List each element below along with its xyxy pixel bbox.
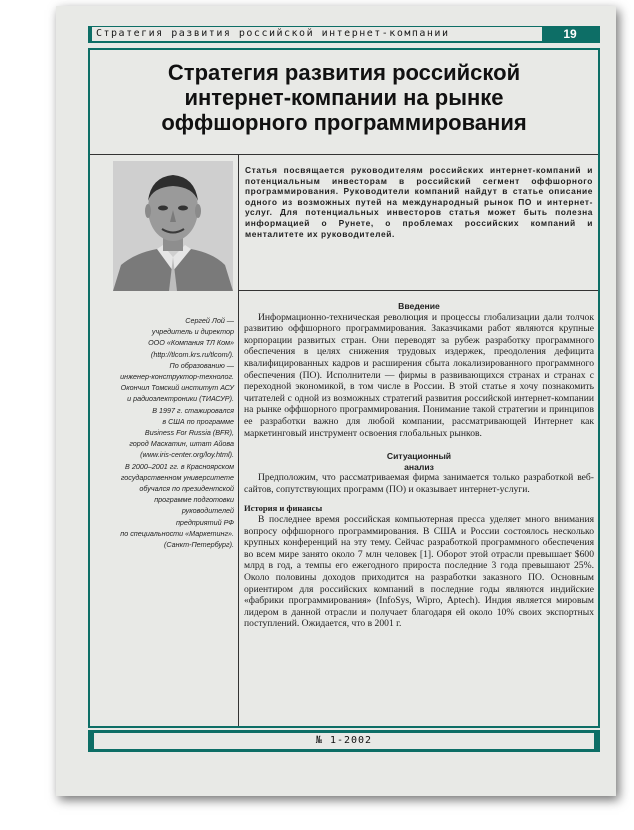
- heading-line: Ситуационный: [386, 451, 452, 462]
- running-title: Стратегия развития российской интернет-компании: [92, 27, 542, 41]
- title-line: интернет-компании на рынке: [184, 85, 504, 110]
- author-photo: [113, 161, 233, 291]
- divider: [90, 154, 598, 155]
- article-abstract: Статья посвящается руководителям российских интернет-компаний и потенциальным инвесторам в российский сегмент оффшорного программирования. Руководители компаний найдут в статье описание одного из возможных путей на международный рынок ПО и интернет-услуг. Для потенциальных инвесторов статья может быть полезна информацией о Рунете, о проблемах российских компаний и менталитете их руководителей.: [245, 165, 593, 239]
- issue-number: № 1-2002: [94, 733, 594, 749]
- bio-line: по специальности «Маркетинг».: [120, 528, 234, 538]
- subsection-heading-history: История и финансы: [244, 502, 323, 513]
- paragraph-situation: Предположим, что рассматриваемая фирма занимается только разработкой веб-сайтов, сопутствующих программ (ПО) и оказывает интернет-услуги.: [244, 472, 594, 495]
- portrait-image: [113, 161, 233, 291]
- bio-line: и радиоэлектроники (ТИАСУР).: [127, 394, 234, 404]
- bio-line: (Санкт-Петербург).: [164, 540, 234, 550]
- bio-line: учредитель и директор: [151, 327, 234, 337]
- title-line: Стратегия развития российской: [167, 60, 521, 85]
- article-title: [90, 60, 598, 135]
- bio-line: Окончил Томский институт АСУ: [120, 383, 234, 393]
- bio-line: Business For Russia (BFR),: [144, 428, 234, 438]
- bio-line: В 2000–2001 гг. в Красноярском: [125, 461, 234, 471]
- bio-line: обучался по президентской: [139, 484, 234, 494]
- bio-line: руководителей: [181, 506, 234, 516]
- paragraph-history: В последнее время российская компьютерная пресса уделяет много внимания вопросу оффшорного программирования. В США и России состоялось несколько крупных конференций на эту тему. Сейчас разработкой программного обеспечения во всем мире занято около 7 млн человек [1]. Оборот этой отрасли превышает $600 млрд в год, а темпы его ежегодного прироста последние 3 года превышают 25%. Около половины доходов приходится на разработки заказного ПО. Основным ориентиром для российских компаний в последние годы являются индийские «фабрики программирования» (InfoSys, Wipro, Aptech). Индия является мировым лидером в данной отрасли и получает благодаря ей около 10% своих экспортных поступлений. Ожидается, что в 2001 г.: [244, 514, 594, 630]
- column-divider: [238, 154, 239, 726]
- bio-line: программе подготовки: [154, 495, 234, 505]
- bio-line: (http://tlcom.krs.ru/tlcom/).: [150, 349, 234, 359]
- author-bio: [96, 315, 234, 550]
- bio-line: ООО «Компания ТЛ Ком»: [148, 338, 234, 348]
- bio-line: город Маскатин, штат Айова: [129, 439, 234, 449]
- divider: [238, 290, 598, 291]
- bio-line: государственном университете: [120, 472, 234, 482]
- bio-line: предприятий РФ: [175, 517, 234, 527]
- bio-line: инженер-конструктор-технолог.: [120, 372, 234, 382]
- paragraph-introduction: Информационно-техническая революция и процессы глобализации дали толчок развитию оффшорного программирования. Заказчиками работ являются крупные корпорации развитых стран. Они переводят за рубеж разработку программного обеспечения в целях снижения трудовых издержек, преодоления дефицита квалифицированных кадров и расширения сбыта локализированного программного обеспечения (ПО). Исполнители — фирмы в развивающихся странах и странах с переходной экономикой, в том числе в России. В этой статье я хочу познакомить читателей с одной из возможных стратегий развития российской интернет-компании на рынке оффшорного программирования. Понимание такой стратегии и принципов ее разработки важно для любой компании, рассматривающей Интернет как маркетинговый инструмент освоения глобальных рынков.: [244, 311, 594, 439]
- article-body: [244, 301, 594, 630]
- bio-line: в США по программе: [162, 416, 234, 426]
- section-heading-situation: [244, 451, 594, 472]
- bio-line: По образованию —: [169, 360, 234, 370]
- running-header: [88, 26, 600, 43]
- heading-line: анализ: [404, 461, 434, 472]
- footer-bar: [88, 730, 600, 752]
- page-number: 19: [563, 27, 577, 41]
- bio-line: (www.iris-center.org/loy.html).: [140, 450, 234, 460]
- bio-line: Сергей Лой —: [185, 316, 234, 325]
- title-line: оффшорного программирования: [161, 110, 527, 135]
- section-heading-introduction: Введение: [398, 301, 440, 311]
- bio-line: В 1997 г. стажировался: [152, 405, 234, 415]
